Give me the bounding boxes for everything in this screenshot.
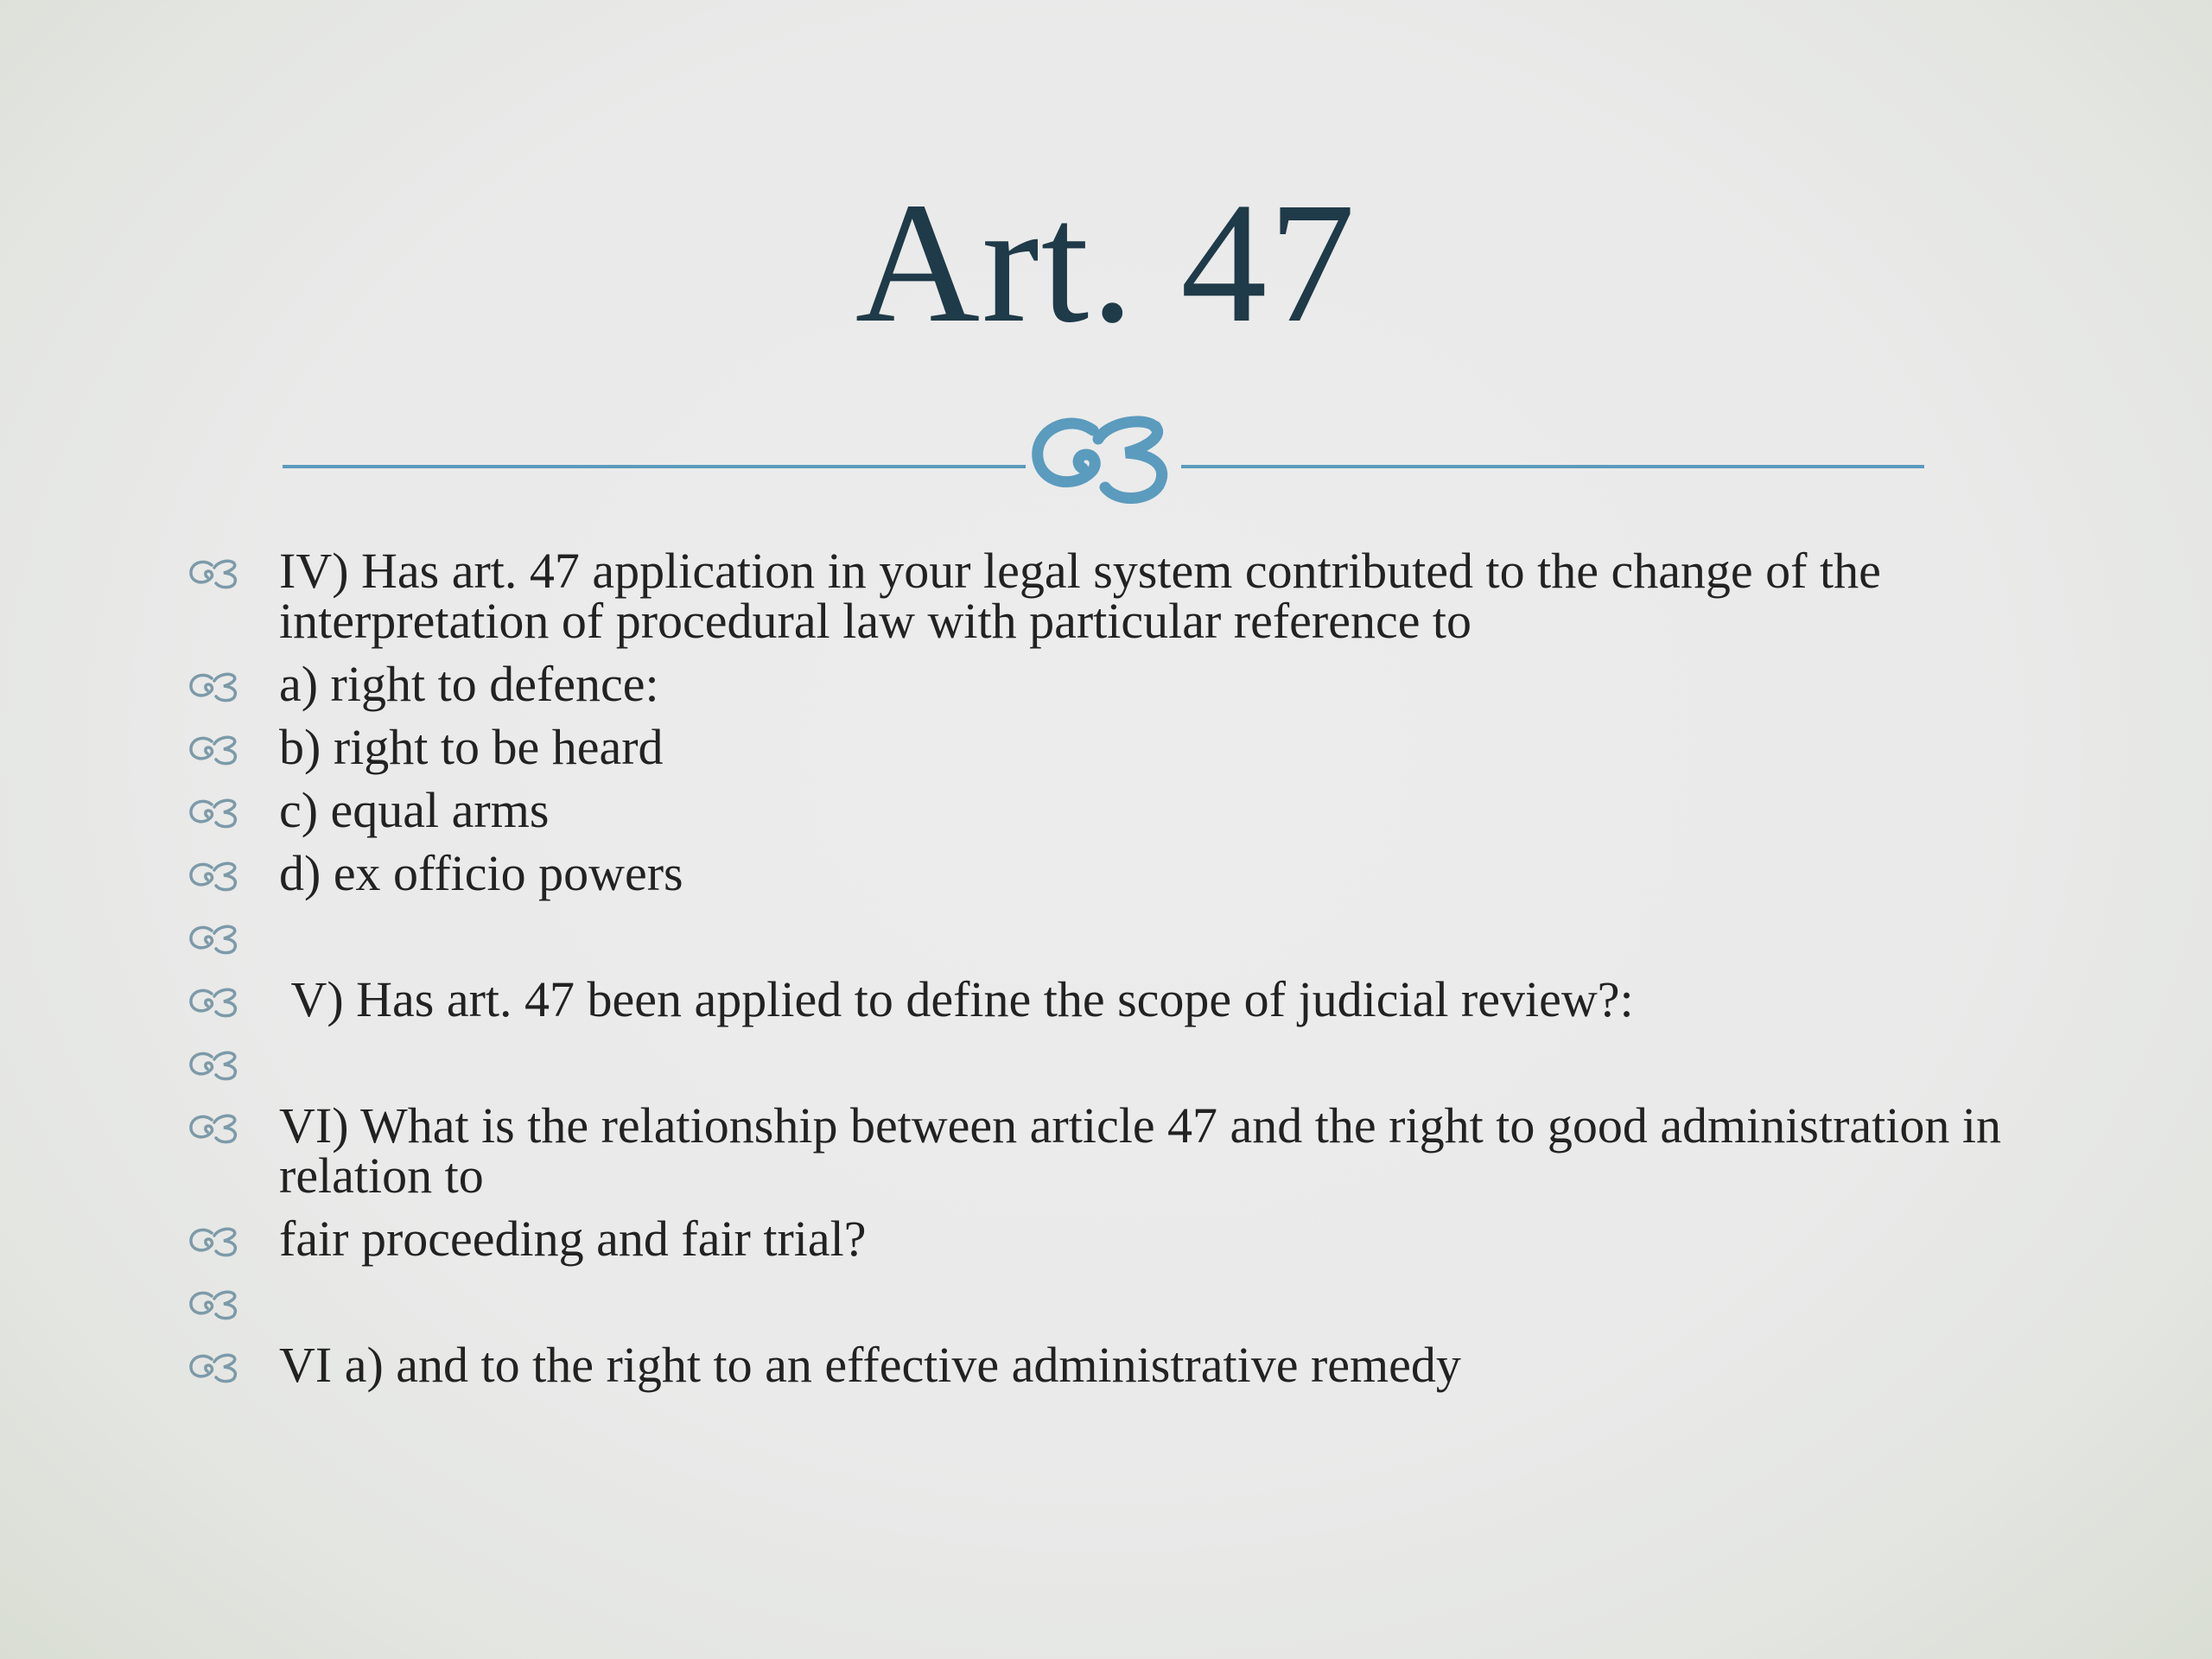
title-divider (283, 404, 1924, 508)
curl-ornament-icon (186, 1046, 241, 1081)
bullet-text: d) ex officio powers (279, 845, 683, 901)
list-item (186, 782, 2018, 838)
list-item (186, 971, 2018, 1027)
list-item (186, 912, 2018, 962)
bullet-text: c) equal arms (279, 782, 550, 838)
list-item (186, 543, 2018, 649)
curl-ornament-icon (186, 668, 241, 702)
curl-ornament-icon (186, 920, 241, 955)
bullet-list (186, 543, 2018, 1403)
divider-line-left (283, 465, 1026, 468)
bullet-text: IV) Has art. 47 application in your legal system contributed to the change of the interpretation of procedural law with particular reference to (279, 543, 1881, 649)
curl-ornament-icon (186, 857, 241, 892)
list-item (186, 1337, 2018, 1393)
bullet-text: a) right to defence: (279, 656, 659, 712)
list-item (186, 1211, 2018, 1267)
slide-title: Art. 47 (855, 168, 1357, 359)
curl-ornament-icon (186, 983, 241, 1018)
divider-line-right (1181, 465, 1924, 468)
list-item (186, 656, 2018, 712)
bullet-text: V) Has art. 47 been applied to define the scope of judicial review?: (279, 971, 1634, 1027)
curl-ornament-icon (186, 794, 241, 829)
bullet-text: VI a) and to the right to an effective administrative remedy (279, 1337, 1461, 1393)
curl-ornament-icon (186, 555, 241, 589)
curl-ornament-icon (186, 1349, 241, 1383)
list-item (186, 719, 2018, 775)
curl-ornament-icon (186, 1109, 241, 1144)
bullet-text: b) right to be heard (279, 719, 664, 775)
list-item (186, 1097, 2018, 1204)
curl-ornament-icon (186, 1286, 241, 1320)
bullet-text: VI) What is the relationship between article 47 and the right to good administration in relation to (279, 1097, 2001, 1204)
list-item (186, 1277, 2018, 1327)
curl-ornament-icon (1026, 404, 1181, 508)
curl-ornament-icon (186, 1223, 241, 1257)
curl-ornament-icon (186, 731, 241, 766)
list-item (186, 1038, 2018, 1088)
bullet-text: fair proceeding and fair trial? (279, 1211, 867, 1267)
list-item (186, 845, 2018, 901)
